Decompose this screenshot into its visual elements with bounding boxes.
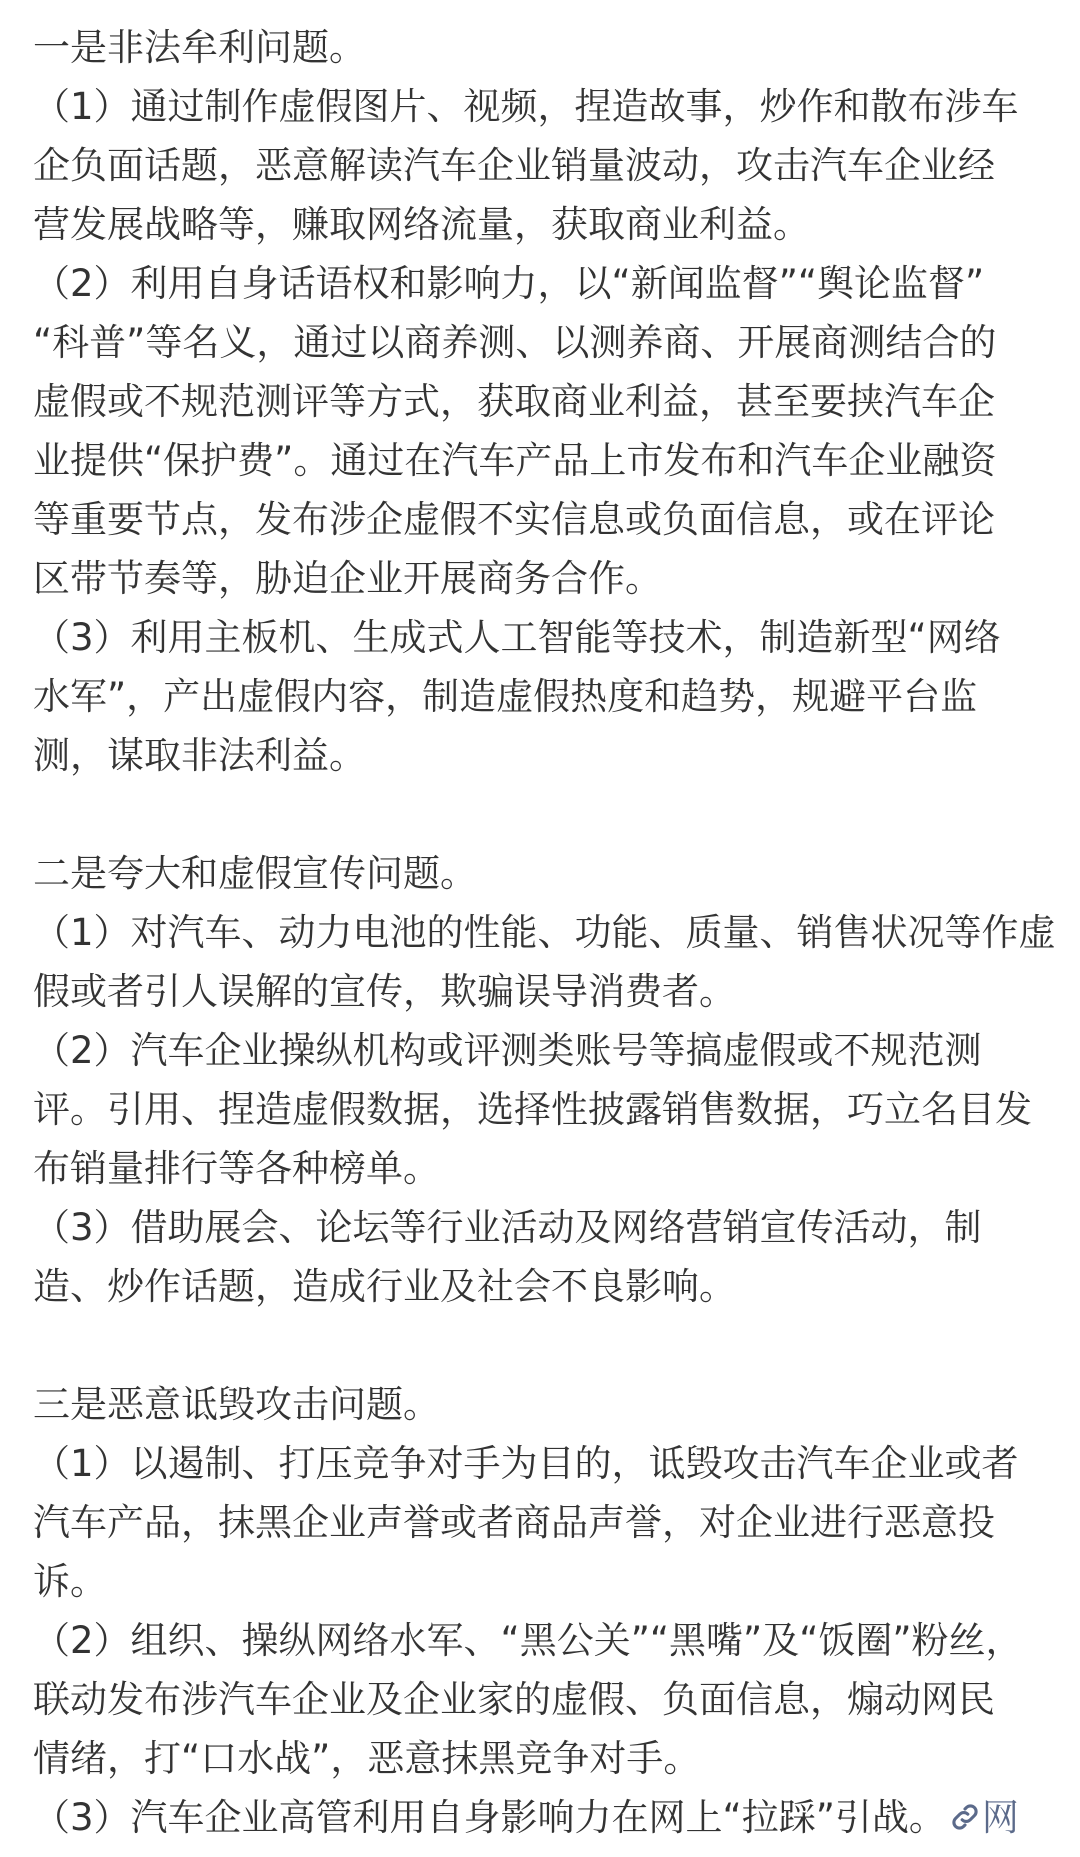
post-body xyxy=(0,18,1080,1847)
web-link[interactable] xyxy=(946,1796,1019,1839)
text-line: 等重要节点，发布涉企虚假不实信息或负面信息，或在评论 xyxy=(33,498,995,541)
text-line: （1）对汽车、动力电池的性能、功能、质量、销售状况等作虚 xyxy=(33,911,1056,954)
section-1 xyxy=(0,18,1080,785)
text-line: （2）利用自身话语权和影响力，以“新闻监督”“舆论监督” xyxy=(33,262,985,305)
last-line-text: （3）汽车企业高管利用自身影响力在网上“拉踩”引战。 xyxy=(33,1796,946,1839)
paragraph-spacer xyxy=(0,1316,1080,1375)
text-line: （3）利用主板机、生成式人工智能等技术，制造新型“网络 xyxy=(33,616,1001,659)
text-line: 造、炒作话题，造成行业及社会不良影响。 xyxy=(33,1265,736,1308)
text-line: 营发展战略等，赚取网络流量，获取商业利益。 xyxy=(33,203,810,246)
section-2 xyxy=(0,844,1080,1316)
link-label: 网 xyxy=(981,1796,1019,1839)
text-line: （3）借助展会、论坛等行业活动及网络营销宣传活动，制 xyxy=(33,1206,982,1249)
section-title: 二是夸大和虚假宣传问题。 xyxy=(33,852,477,895)
text-line-last xyxy=(0,1788,1080,1847)
text-line: 汽车产品，抹黑企业声誉或者商品声誉，对企业进行恶意投 xyxy=(33,1501,995,1544)
paragraph-spacer xyxy=(0,785,1080,844)
text-line: 测，谋取非法利益。 xyxy=(33,734,366,777)
text-line: 区带节奏等，胁迫企业开展商务合作。 xyxy=(33,557,662,600)
text-line: 虚假或不规范测评等方式，获取商业利益，甚至要挟汽车企 xyxy=(33,380,995,423)
link-icon xyxy=(948,1800,982,1834)
text-line: 联动发布涉汽车企业及企业家的虚假、负面信息，煽动网民 xyxy=(33,1678,995,1721)
text-line: 水军”，产出虚假内容，制造虚假热度和趋势，规避平台监 xyxy=(33,675,978,718)
text-line: 诉。 xyxy=(33,1560,107,1603)
text-line: 情绪，打“口水战”，恶意抹黑竞争对手。 xyxy=(33,1737,701,1780)
text-line: 企负面话题，恶意解读汽车企业销量波动，攻击汽车企业经 xyxy=(33,144,995,187)
text-line: “科普”等名义，通过以商养测、以测养商、开展商测结合的 xyxy=(33,321,997,364)
text-line: 业提供“保护费”。通过在汽车产品上市发布和汽车企业融资 xyxy=(33,439,997,482)
text-line: 假或者引人误解的宣传，欺骗误导消费者。 xyxy=(33,970,736,1013)
section-3 xyxy=(0,1375,1080,1847)
text-line: （2）组织、操纵网络水军、“黑公关”“黑嘴”及“饭圈”粉丝， xyxy=(33,1619,1023,1662)
text-line: （1）通过制作虚假图片、视频，捏造故事，炒作和散布涉车 xyxy=(33,85,1019,128)
section-title: 一是非法牟利问题。 xyxy=(33,26,366,69)
text-line: 布销量排行等各种榜单。 xyxy=(33,1147,440,1190)
text-line: 评。引用、捏造虚假数据，选择性披露销售数据，巧立名目发 xyxy=(33,1088,1032,1131)
text-line: （2）汽车企业操纵机构或评测类账号等搞虚假或不规范测 xyxy=(33,1029,982,1072)
section-title: 三是恶意诋毁攻击问题。 xyxy=(33,1383,440,1426)
text-line: （1）以遏制、打压竞争对手为目的，诋毁攻击汽车企业或者 xyxy=(33,1442,1019,1485)
